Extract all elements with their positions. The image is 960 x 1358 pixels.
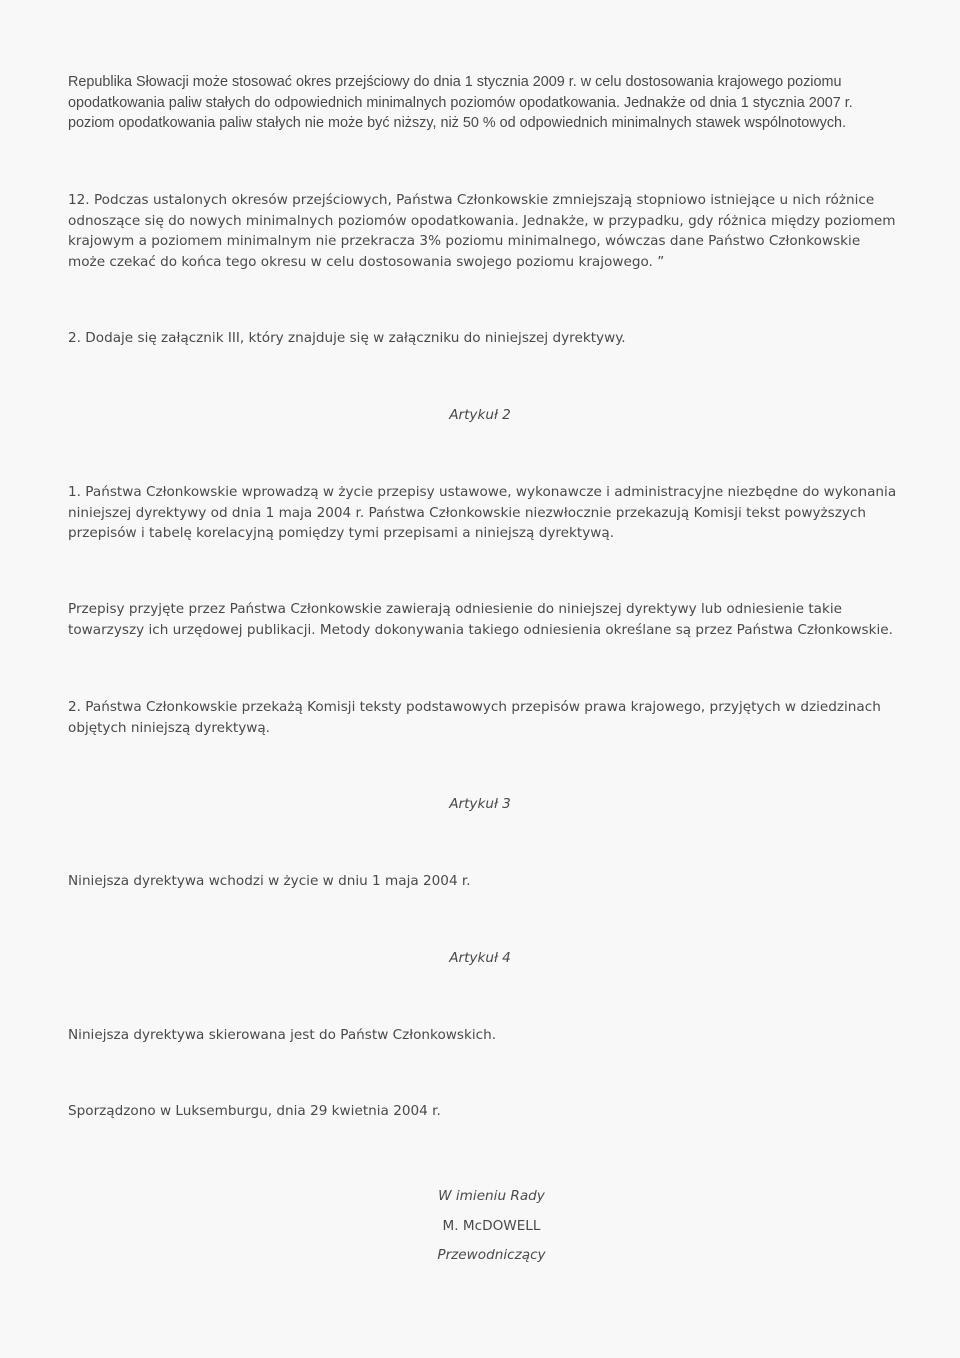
paragraph-addressees: Niniejsza dyrektywa skierowana jest do Państw Członkowskich. <box>68 1027 497 1043</box>
paragraph-art2-point1: 1. Państwa Członkowskie wprowadzą w życie przepisy ustawowe, wykonawcze i administracyjne niezbędne do wykonania niniejszej dyrektywy od dnia 1 maja 2004 r. Państwa Członkowskie niezwłocznie przekazują Komisji tekst powyższych przepisów i tabelę korelacyjną pomiędzy tymi przepisami a niniejszą dyrektywą. <box>68 484 897 542</box>
paragraph-slovakia-transition: Republika Słowacji może stosować okres przejściowy do dnia 1 stycznia 2009 r. w celu dostosowania krajowego poziomu opodatkowania paliw stałych do odpowiednich minimalnych poziomów opodatkowania. Jednakże od dnia 1 stycznia 2007 r. poziom opodatkowania paliw stałych nie może być niższy, niż 50 % od odpowiednich minimalnych stawek wspólnotowych. <box>68 74 853 132</box>
signature-name: M. McDOWELL <box>442 1218 541 1234</box>
paragraph-done-at: Sporządzono w Luksemburgu, dnia 29 kwietnia 2004 r. <box>68 1103 441 1119</box>
paragraph-entry-into-force: Niniejsza dyrektywa wchodzi w życie w dniu 1 maja 2004 r. <box>68 873 471 889</box>
article-3-heading: Artykuł 3 <box>449 796 511 812</box>
paragraph-art2-reference: Przepisy przyjęte przez Państwa Członkowskie zawierają odniesienie do niniejszej dyrektywy lub odniesienie takie towarzyszy ich urzędowej publikacji. Metody dokonywania takiego odniesienia określane są przez Państwa Członkowskie. <box>68 601 893 638</box>
paragraph-12-transitional-periods: 12. Podczas ustalonych okresów przejściowych, Państwa Członkowskie zmniejszają stopniowo istniejące u nich różnice odnoszące się do nowych minimalnych poziomów opodatkowania. Jednakże, w przypadku, gdy różnica między poziomem krajowym a poziomem minimalnym nie przekracza 3% poziomu minimalnego, wówczas dane Państwo Członkowskie może czekać do końca tego okresu w celu dostosowania swojego poziomu krajowego. ” <box>68 192 896 270</box>
article-2-heading: Artykuł 2 <box>449 407 511 423</box>
signature-on-behalf: W imieniu Rady <box>438 1188 545 1204</box>
signature-role: Przewodniczący <box>437 1247 546 1263</box>
article-4-heading: Artykuł 4 <box>449 950 511 966</box>
paragraph-annex-iii: 2. Dodaje się załącznik III, który znajduje się w załączniku do niniejszej dyrektywy. <box>68 330 626 346</box>
paragraph-art2-point2: 2. Państwa Członkowskie przekażą Komisji teksty podstawowych przepisów prawa krajowego, przyjętych w dziedzinach objętych niniejszą dyrektywą. <box>68 699 881 736</box>
